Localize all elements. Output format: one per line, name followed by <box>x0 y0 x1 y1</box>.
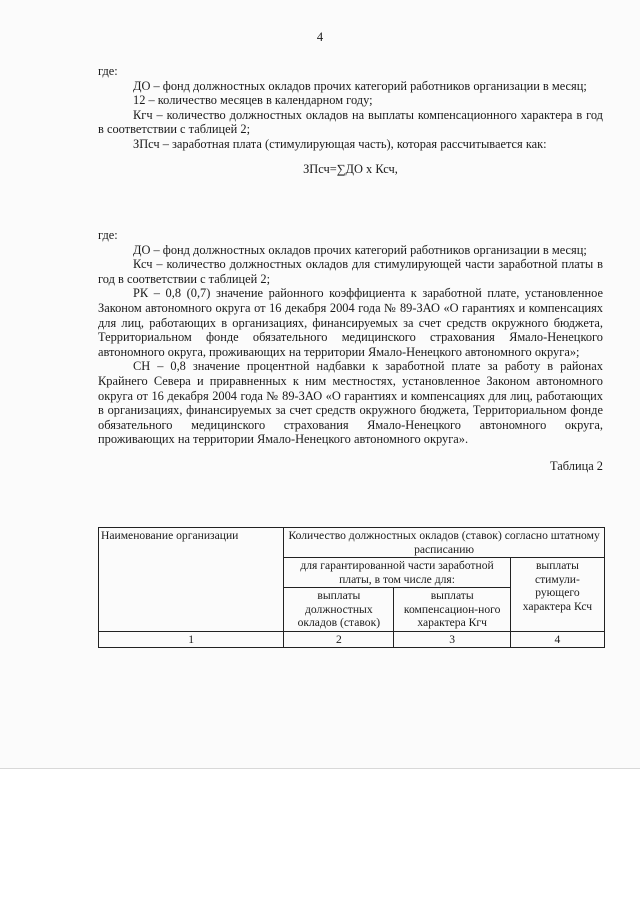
col-number: 3 <box>394 631 510 648</box>
col-number: 2 <box>284 631 394 648</box>
definition-do: ДО – фонд должностных окладов прочих категорий работников организации в месяц; <box>133 78 587 93</box>
guaranteed-subheader: для гарантированной части заработной платы, в том числе для: <box>284 558 511 588</box>
col3-header: выплаты компенсацион-ного характера Кгч <box>394 588 510 632</box>
definition-kgch: Кгч – количество должностных окладов на выплаты компенсационного характера в год в соответствии с таблицей 2; <box>98 107 603 137</box>
col-number: 1 <box>99 631 284 648</box>
col-number: 4 <box>510 631 604 648</box>
table-2 <box>98 527 605 648</box>
definition-sn: СН – 0,8 значение процентной надбавки к заработной плате за работу в районах Крайнего Севера и приравненных к ним местностях, установленное Законом автономного округа от 16 декабря 2004 года № 89-ЗАО «О гарантиях и компенсациях для лиц, работающих в организациях, финансируемых за счет средств окружного бюджета, Территориальном фонде обязательного медицинского страхования Ямало-Ненецкого автономного округа, проживающих на территории Ямало-Ненецкого автономного округа». <box>98 359 603 447</box>
definition-ksch: Ксч – количество должностных окладов для стимулирующей части заработной платы в год в соответствии с таблицей 2; <box>98 257 603 286</box>
definition-do-2: ДО – фонд должностных окладов прочих категорий работников организации в месяц; <box>133 242 587 257</box>
page-number: 4 <box>316 30 324 44</box>
table-caption: Таблица 2 <box>550 458 603 473</box>
definition-12: 12 – количество месяцев в календарном году; <box>133 93 373 108</box>
col1-header: Наименование организации <box>99 528 284 632</box>
text-block-1 <box>98 64 603 186</box>
definition-zpsch: ЗПсч – заработная плата (стимулирующая часть), которая рассчитывается как: <box>133 136 547 151</box>
blank-area <box>0 769 640 905</box>
where-label: где: <box>98 64 118 78</box>
group-header: Количество должностных окладов (ставок) согласно штатному расписанию <box>284 528 605 558</box>
where-label-2: где: <box>98 228 118 242</box>
text-block-2 <box>98 228 603 474</box>
col4-header: выплаты стимули-рующего характера Ксч <box>510 558 604 632</box>
formula: ЗПсч=∑ДО х Ксч, <box>303 161 398 176</box>
definition-rk: РК – 0,8 (0,7) значение районного коэффициента к заработной плате, установленное Законом автономного округа от 16 декабря 2004 года № 89-ЗАО «О гарантиях и компенсациях для лиц, работающих в организациях, финансируемых за счет средств окружного бюджета, Территориальном фонде обязательного медицинского страхования Ямало-Ненецкого автономного округа, проживающих на территории Ямало-Ненецкого автономного округа»; <box>98 286 603 359</box>
col2-header: выплаты должностных окладов (ставок) <box>284 588 394 632</box>
